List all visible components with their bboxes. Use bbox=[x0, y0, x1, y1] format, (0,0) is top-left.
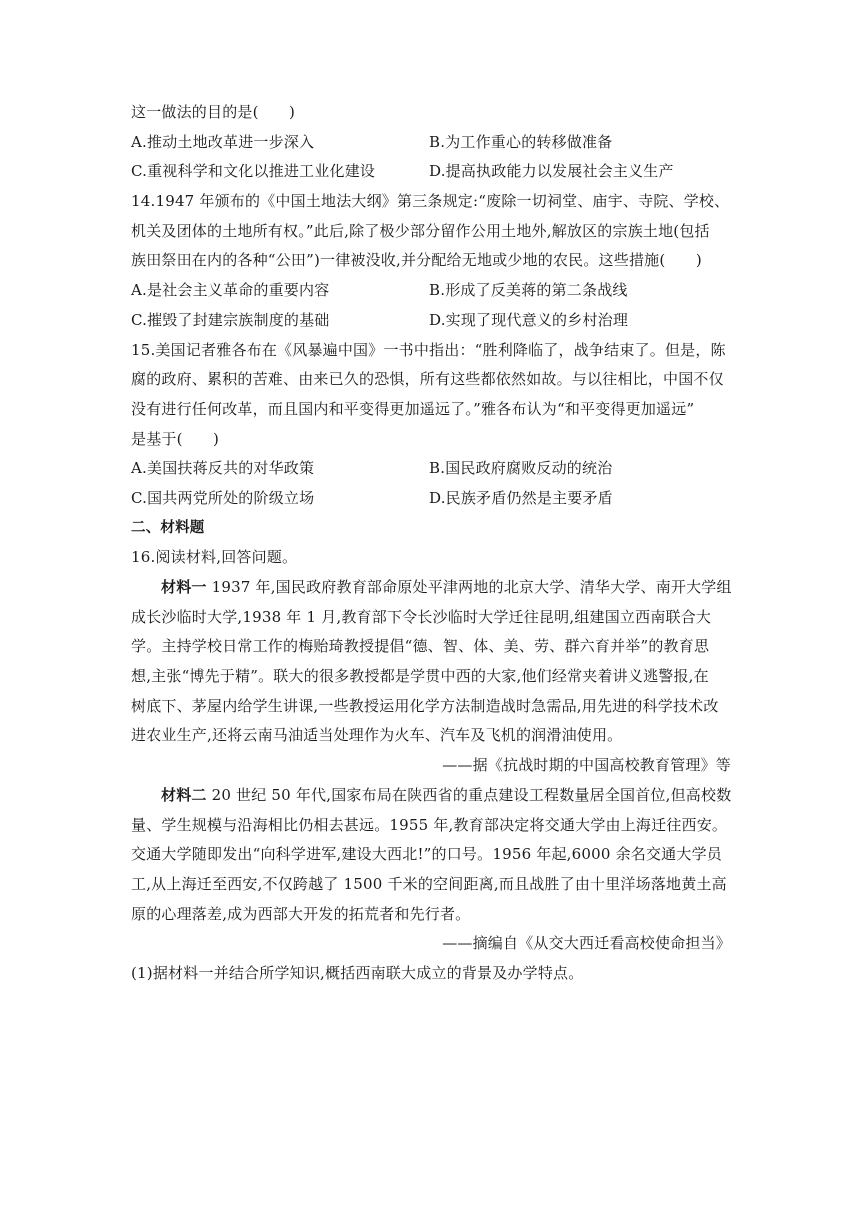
options-row bbox=[131, 157, 731, 187]
option-a: A.是社会主义革命的重要内容 bbox=[131, 281, 330, 300]
question-14-line: 族田祭田在内的各种“公田”)一律被没收,并分配给无地或少地的农民。这些措施( ) bbox=[131, 251, 702, 270]
material-2-label: 材料二 bbox=[161, 785, 207, 804]
question-intro: 这一做法的目的是( ) bbox=[131, 103, 296, 121]
material-1-text: 1937 年,国民政府教育部命原处平津两地的北京大学、清华大学、南开大学组 bbox=[206, 578, 732, 596]
question-14-line: 14.1947 年颁布的《中国土地法大纲》第三条规定:“废除一切祠堂、庙宇、寺院、学校、 bbox=[131, 192, 730, 211]
option-a: A.推动土地改革进一步深入 bbox=[131, 132, 315, 151]
option-d: D.民族矛盾仍然是主要矛盾 bbox=[429, 488, 613, 507]
section-heading: 二、材料题 bbox=[131, 519, 205, 536]
option-b: B.国民政府腐败反动的统治 bbox=[429, 459, 613, 478]
material-1-line bbox=[131, 573, 731, 603]
material-1-label: 材料一 bbox=[161, 578, 207, 596]
material-2-text: 20 世纪 50 年代,国家布局在陕西省的重点建设工程数量居全国首位,但高校数 bbox=[206, 785, 732, 804]
option-c: C.重视科学和文化以推进工业化建设 bbox=[131, 162, 376, 181]
material-2-line: 交通大学随即发出“向科学进军,建设大西北!”的口号。1956 年起,6000 余名交通大学员 bbox=[131, 845, 722, 864]
material-1-source: ——据《抗战时期的中国高校教育管理》等 bbox=[442, 756, 731, 775]
option-d: D.提高执政能力以发展社会主义生产 bbox=[429, 162, 674, 181]
option-b: B.形成了反美蒋的第二条战线 bbox=[429, 281, 628, 300]
material-1-line: 想,主张“博先于精”。联大的很多教授都是学贯中西的大家,他们经常夹着讲义逃警报,在 bbox=[131, 667, 709, 686]
material-1-line: 树底下、茅屋内给学生讲课,一些教授运用化学方法制造战时急需品,用先进的科学技术改 bbox=[131, 696, 719, 715]
options-row bbox=[131, 128, 731, 158]
options-row bbox=[131, 306, 731, 336]
question-15-line: 是基于( ) bbox=[131, 429, 220, 448]
option-b: B.为工作重心的转移做准备 bbox=[429, 132, 613, 151]
material-2-line bbox=[131, 781, 731, 811]
option-c: C.摧毁了封建宗族制度的基础 bbox=[131, 310, 330, 329]
question-16-stem: 16.阅读材料,回答问题。 bbox=[131, 548, 298, 567]
material-2-line: 工,从上海迁至西安,不仅跨越了 1500 千米的空间距离,而且战胜了由十里洋场落地黄土高 bbox=[131, 874, 727, 893]
options-row bbox=[131, 276, 731, 306]
question-15-line: 15.美国记者雅各布在《风暴遍中国》一书中指出：“胜利降临了，战争结束了。但是，陈 bbox=[131, 340, 726, 359]
question-15-line: 腐的政府、累积的苦难、由来已久的恐惧，所有这些都依然如故。与以往相比，中国不仅 bbox=[131, 370, 724, 389]
option-a: A.美国扶蒋反共的对华政策 bbox=[131, 459, 315, 478]
question-15-line: 没有进行任何改革，而且国内和平变得更加遥远了。”雅各布认为“和平变得更加遥远” bbox=[131, 399, 695, 418]
options-row bbox=[131, 484, 731, 514]
material-1-line: 学。主持学校日常工作的梅贻琦教授提倡“德、智、体、美、劳、群六育并举”的教育思 bbox=[131, 637, 710, 656]
material-2-line: 量、学生规模与沿海相比仍相去甚远。1955 年,教育部决定将交通大学由上海迁往西安。 bbox=[131, 815, 728, 834]
material-2-line: 原的心理落差,成为西部大开发的拓荒者和先行者。 bbox=[131, 904, 471, 923]
option-c: C.国共两党所处的阶级立场 bbox=[131, 488, 315, 507]
option-d: D.实现了现代意义的乡村治理 bbox=[429, 310, 629, 329]
material-2-source: ——摘编自《从交大西迁看高校使命担当》 bbox=[442, 934, 731, 953]
material-1-line: 成长沙临时大学,1938 年 1 月,教育部下令长沙临时大学迁往昆明,组建国立西南联合大 bbox=[131, 607, 712, 626]
material-1-line: 进农业生产,还将云南马油适当处理作为火车、汽车及飞机的润滑油使用。 bbox=[131, 726, 623, 745]
page-content bbox=[131, 98, 731, 989]
question-14-line: 机关及团体的土地所有权。”此后,除了极少部分留作公用土地外,解放区的宗族土地(包括 bbox=[131, 221, 710, 240]
options-row bbox=[131, 454, 731, 484]
sub-question-1: (1)据材料一并结合所学知识,概括西南联大成立的背景及办学特点。 bbox=[131, 963, 584, 982]
